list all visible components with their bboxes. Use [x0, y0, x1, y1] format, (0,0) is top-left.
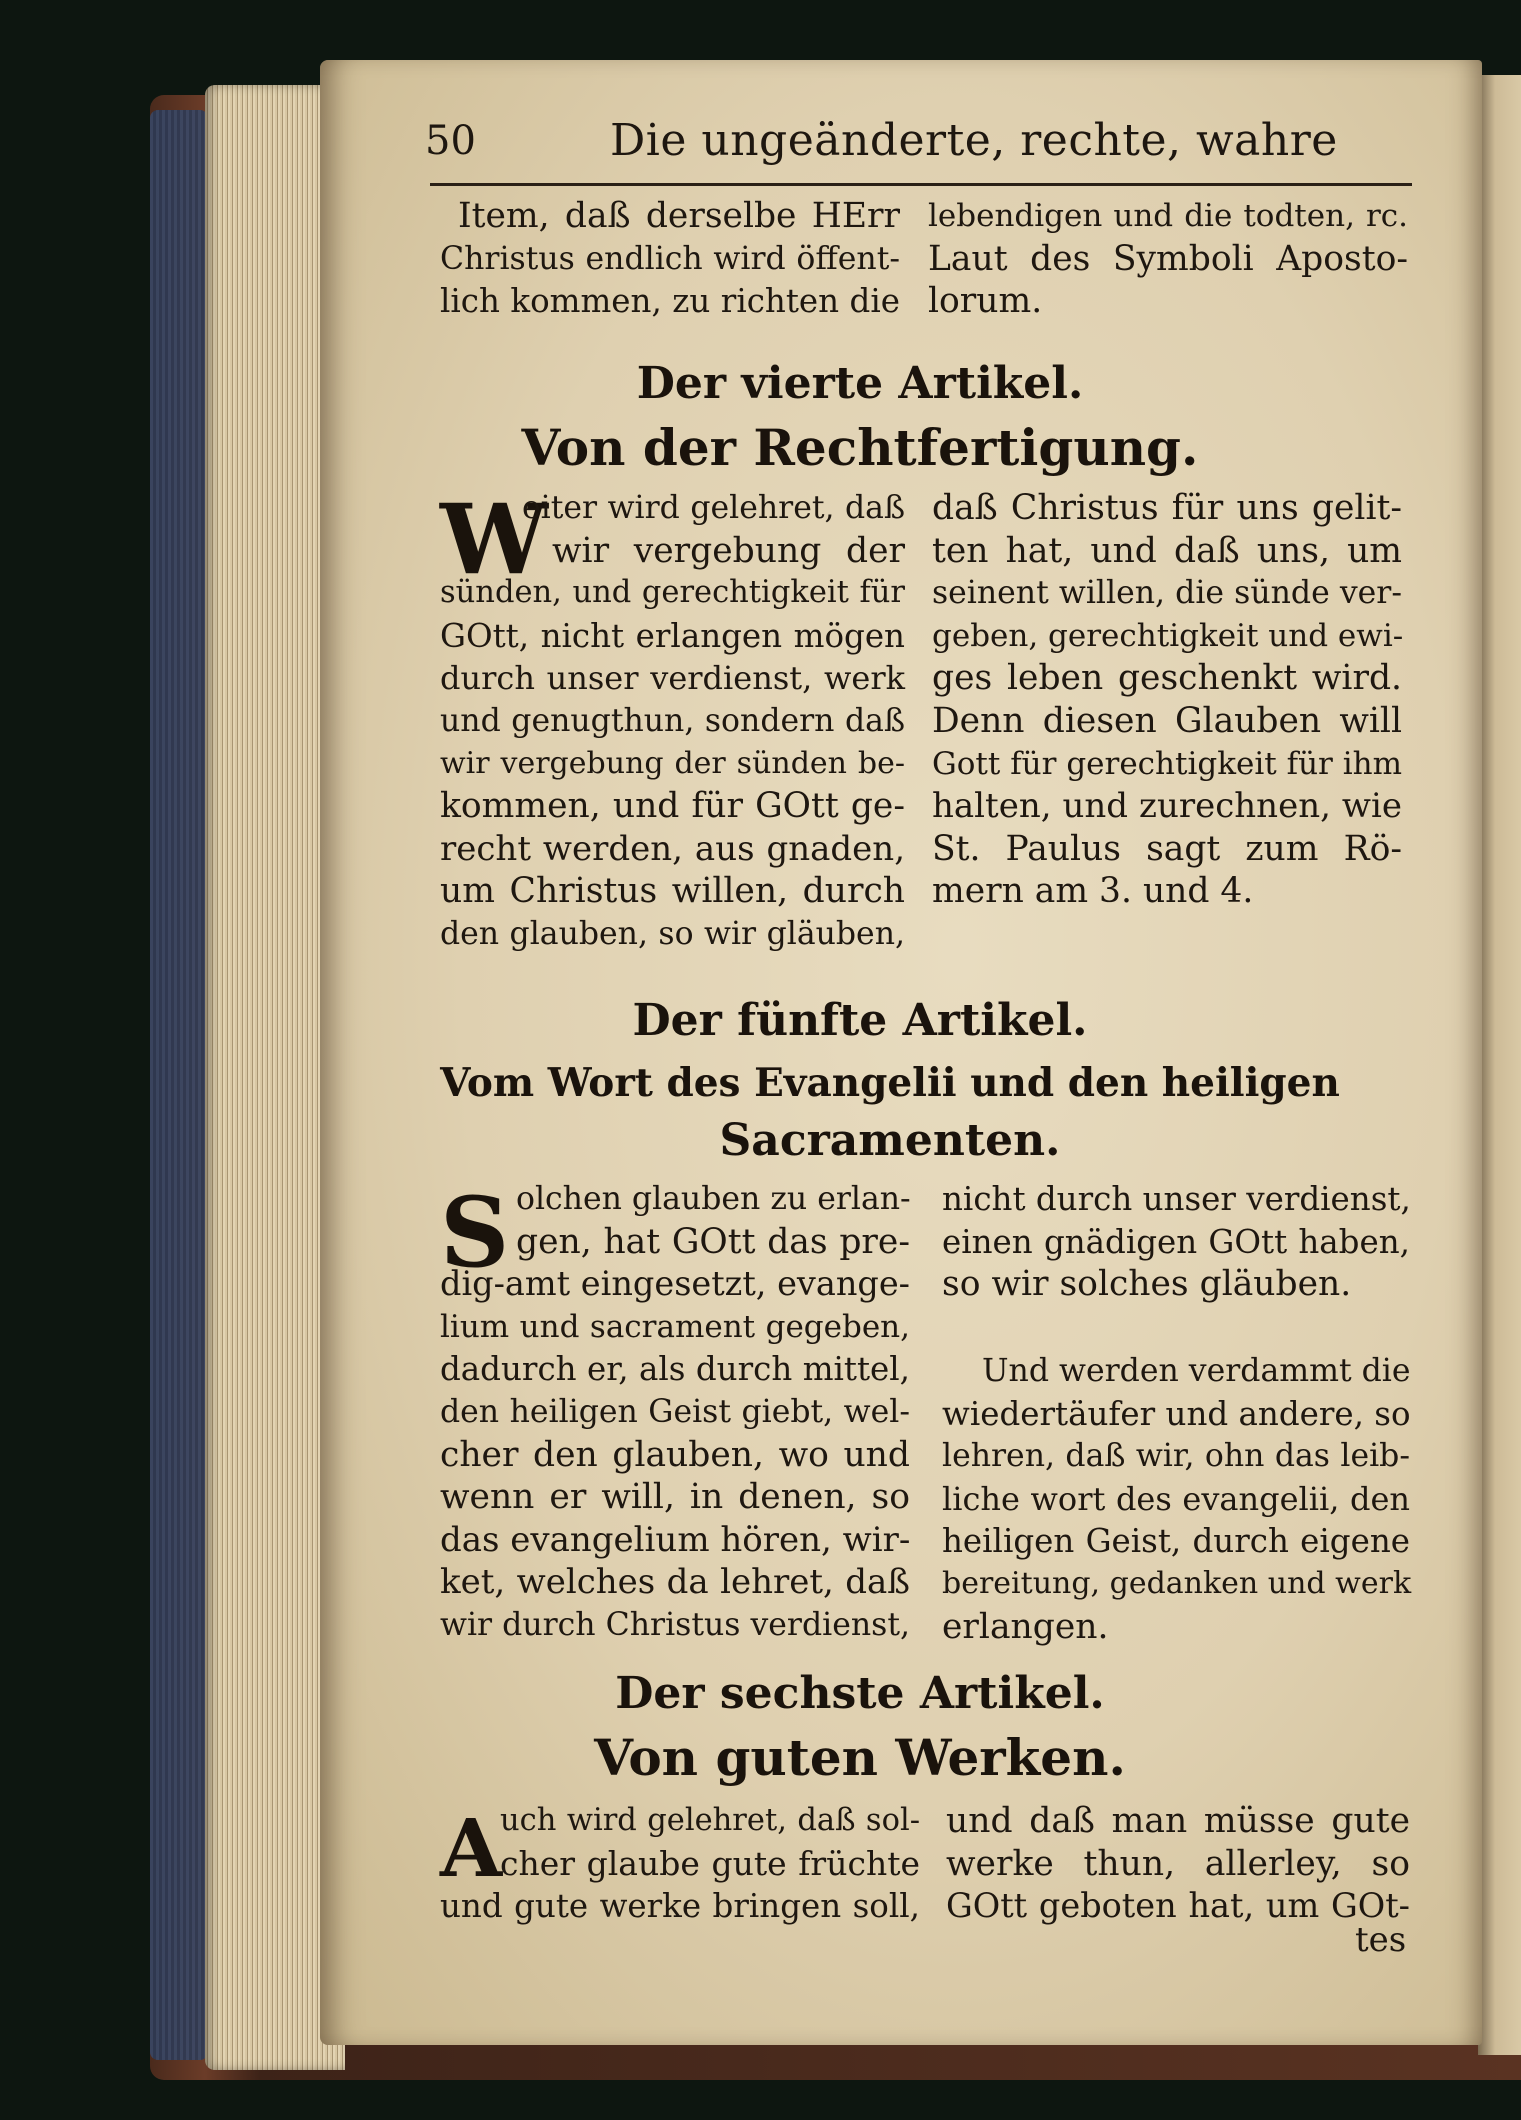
text-line: den glauben, so wir gläuben, [440, 915, 905, 952]
article-5-right-column-b [942, 1350, 1410, 1648]
text-line: heiligen Geist, durch eigene [942, 1522, 1410, 1561]
text-line: nicht durch unser verdienst, [942, 1180, 1411, 1218]
text-line: ten hat, und daß uns, um [932, 530, 1402, 571]
facing-page-edge [1478, 75, 1521, 2055]
book-spine [150, 110, 208, 2060]
text-line: Christus endlich wird öffent- [440, 240, 900, 277]
prev-right-column [928, 195, 1408, 323]
text-line: und gute werke bringen soll, [440, 1887, 920, 1926]
text-line: und daß man müsse gute [946, 1801, 1410, 1841]
text-line: Laut des Symboli Aposto- [928, 238, 1408, 279]
text-line: durch unser verdienst, werk [440, 659, 905, 698]
article-4-right-column [932, 487, 1402, 913]
text-line: dig-amt eingesetzt, evange- [440, 1264, 910, 1304]
text-line: cher glaube gute früchte [500, 1843, 920, 1883]
drop-initial: A [440, 1801, 503, 1895]
text-line: olchen glauben zu erlan- [516, 1181, 911, 1217]
article-6-subheading: Von guten Werken. [594, 1728, 1126, 1787]
drop-initial: S [440, 1176, 510, 1289]
text-line: lehren, daß wir, ohn das leib- [942, 1438, 1410, 1475]
text-line: Gott für gerechtigkeit für ihm [932, 745, 1402, 782]
text-line: ges leben geschenkt wird. [932, 658, 1402, 699]
article-5-left-column [440, 1178, 910, 1647]
prev-left-column [440, 195, 900, 323]
text-line: gen, hat GOtt das pre- [516, 1221, 910, 1262]
text-line: wenn er will, in denen, so [440, 1477, 910, 1518]
article-6-left-column [440, 1800, 920, 1928]
article-6-right-column [946, 1800, 1410, 1928]
article-5-heading: Der fünfte Artikel. [632, 995, 1088, 1046]
text-line: einen gnädigen GOtt haben, [942, 1222, 1410, 1261]
text-line: bereitung, gedanken und werk [942, 1565, 1412, 1601]
article-4-left-column [440, 483, 905, 956]
article-6-heading: Der sechste Artikel. [615, 1668, 1105, 1719]
text-line: wir vergebung der [552, 530, 905, 571]
text-line: um Christus willen, durch [440, 871, 905, 912]
text-line: GOtt geboten hat, um GOt- [946, 1886, 1410, 1926]
text-line: lebendigen und die todten, rc. [928, 198, 1408, 234]
article-4-heading: Der vierte Artikel. [636, 358, 1084, 409]
article-5-subheading-line1: Vom Wort des Evangelii und den heiligen [440, 1060, 1340, 1106]
text-line: lorum. [928, 281, 1043, 322]
text-line: und genugthun, sondern daß [440, 702, 905, 739]
text-line: sünden, und gerechtigkeit für [440, 575, 905, 611]
text-line: ket, welches da lehret, daß [440, 1562, 910, 1603]
text-line: halten, und zurechnen, wie [932, 786, 1402, 827]
text-line: geben, gerechtigkeit und ewi- [932, 617, 1404, 654]
text-line: mern am 3. und 4. [932, 871, 1254, 912]
text-line: wir vergebung der sünden be- [440, 745, 905, 781]
text-line: daß Christus für uns gelit- [932, 488, 1402, 528]
text-line: den heiligen Geist giebt, wel- [440, 1393, 910, 1430]
text-line: werke thun, allerley, so [946, 1843, 1410, 1884]
text-line: uch wird gelehret, daß sol- [500, 1803, 920, 1838]
article-5-right-column-a [942, 1178, 1410, 1306]
text-line: lich kommen, zu richten die [440, 282, 900, 321]
text-line: kommen, und für GOtt ge- [440, 786, 905, 827]
text-line: wiedertäufer und andere, so [942, 1394, 1411, 1433]
text-line: das evangelium hören, wir- [440, 1519, 911, 1560]
text-line: cher den glauben, wo und [440, 1434, 910, 1475]
text-line: eiter wird gelehret, daß [522, 490, 905, 526]
text-line: liche wort des evangelii, den [942, 1479, 1410, 1518]
text-line: St. Paulus sagt zum Rö- [932, 828, 1402, 869]
running-title: Die ungeänderte, rechte, wahre [610, 115, 1338, 166]
text-line: Item, daß derselbe HErr [458, 196, 900, 236]
article-4-subheading: Von der Rechtfertigung. [521, 418, 1199, 477]
text-line: lium und sacrament gegeben, [440, 1308, 910, 1345]
text-line: seinent willen, die sünde ver- [932, 575, 1402, 612]
text-line: Denn diesen Glauben will [932, 700, 1402, 741]
text-line: so wir solches gläuben. [942, 1264, 1352, 1305]
text-line: GOtt, nicht erlangen mögen [440, 616, 905, 655]
text-line: wir durch Christus verdienst, [440, 1606, 910, 1643]
article-5-subheading-line2: Sacramenten. [719, 1115, 1061, 1166]
text-line: Und werden verdammt die [982, 1353, 1411, 1389]
text-line: recht werden, aus gnaden, [440, 828, 905, 869]
text-line: erlangen. [942, 1606, 1109, 1647]
text-line: dadurch er, als durch mittel, [440, 1350, 910, 1389]
catchword: tes [1355, 1920, 1407, 1960]
drop-initial: W [440, 483, 548, 596]
page-number: 50 [425, 118, 476, 164]
header-rule [430, 183, 1412, 186]
